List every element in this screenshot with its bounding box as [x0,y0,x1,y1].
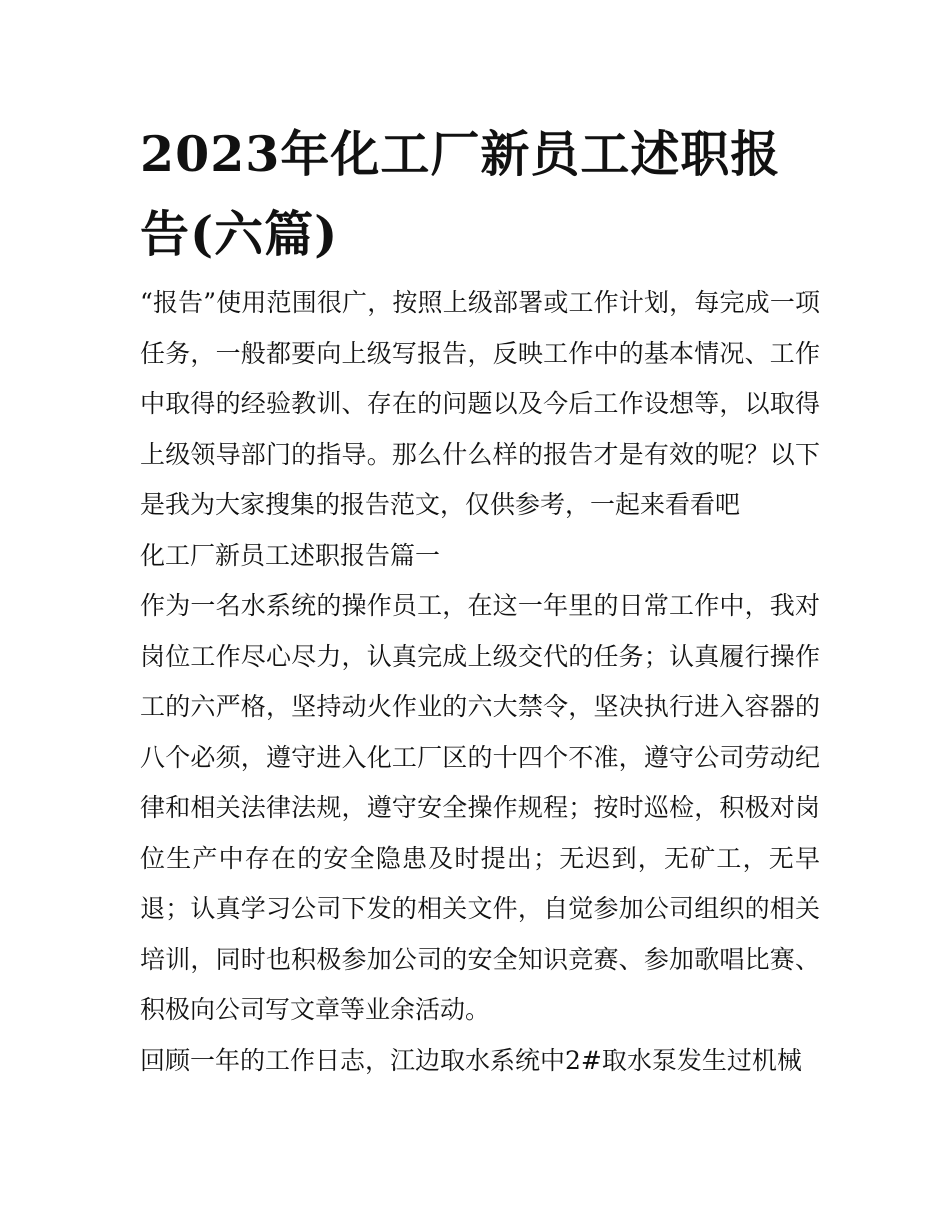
body-paragraph: 作为一名水系统的操作员工，在这一年里的日常工作中，我对岗位工作尽心尽力，认真完成上级交代的任务；认真履行操作工的六严格，坚持动火作业的六大禁令，坚决执行进入容器的八个必须，遵守进入化工厂区的十四个不准，遵守公司劳动纪律和相关法律法规，遵守安全操作规程；按时巡检，积极对岗位生产中存在的安全隐患及时提出；无迟到，无矿工，无早退；认真学习公司下发的相关文件，自觉参加公司组织的相关培训，同时也积极参加公司的安全知识竞赛、参加歌唱比赛、积极向公司写文章等业余活动。 [140,591,820,1024]
body-paragraph: 回顾一年的工作日志，江边取水系统中2#取水泵发生过机械 [140,1045,802,1075]
section-heading: 化工厂新员工述职报告篇一 [140,540,441,570]
intro-paragraph: “报告”使用范围很广，按照上级部署或工作计划，每完成一项任务，一般都要向上级写报告，反映工作中的基本情况、工作中取得的经验教训、存在的问题以及今后工作设想等，以取得上级领导部门的指导。那么什么样的报告才是有效的呢？以下是我为大家搜集的报告范文，仅供参考，一起来看看吧 [140,288,820,519]
document-title: 2023年化工厂新员工述职报告(六篇) [140,125,781,263]
document-body [140,278,820,1086]
